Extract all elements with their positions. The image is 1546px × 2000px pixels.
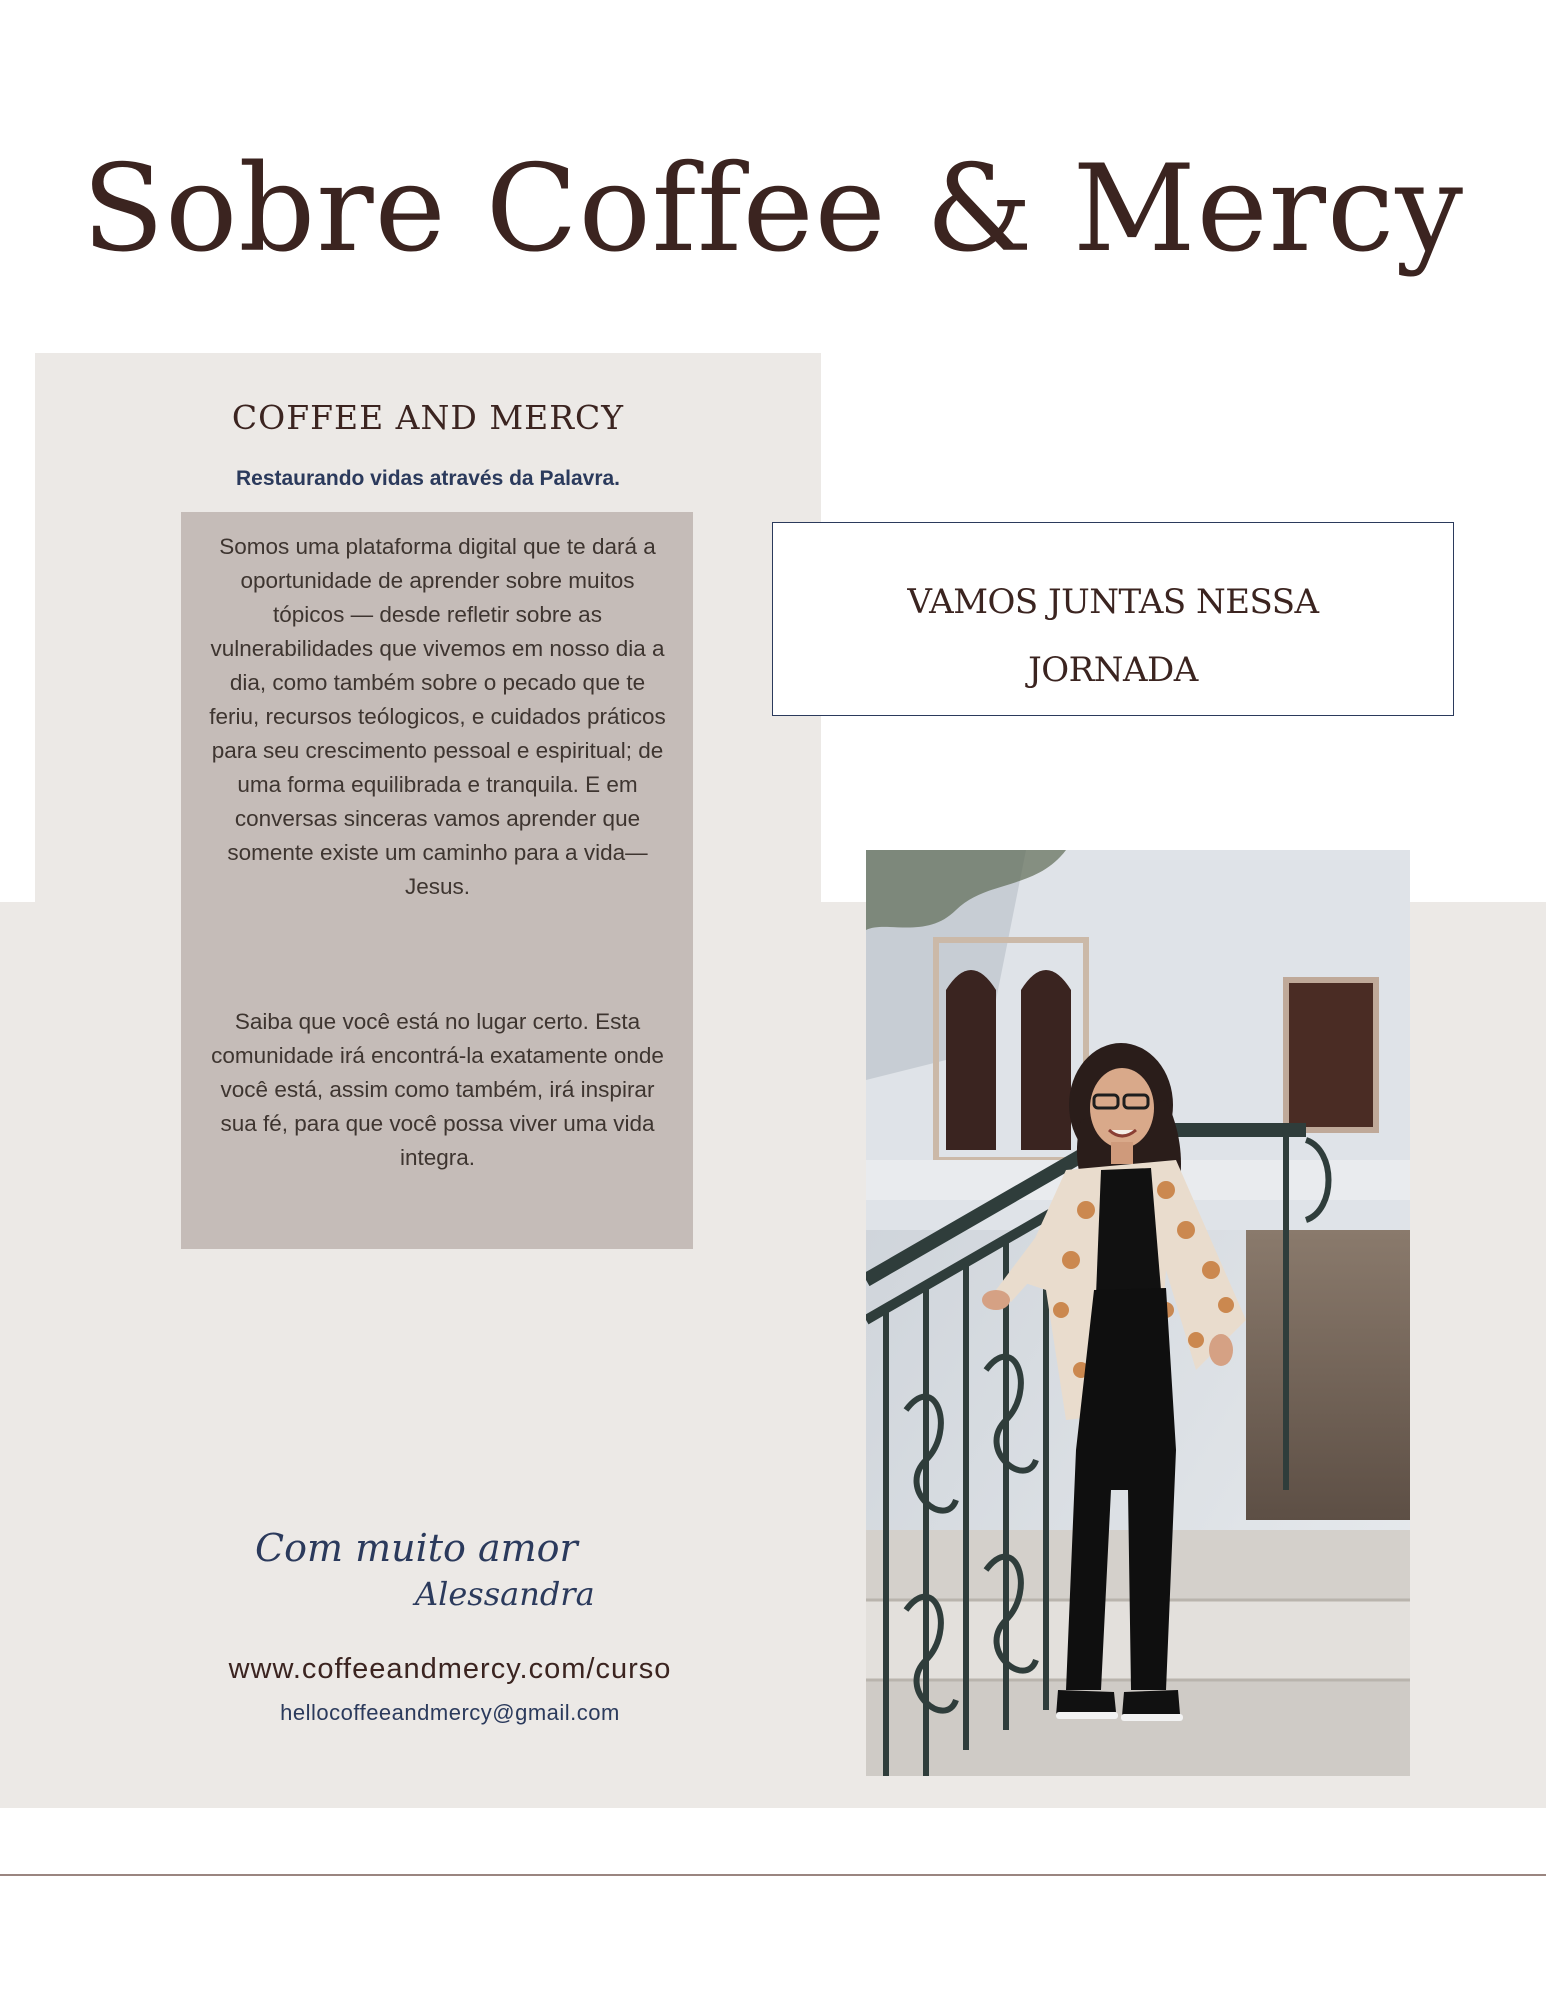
callout-text	[772, 568, 1454, 704]
portrait-illustration	[866, 850, 1410, 1776]
page-title: Sobre Coffee & Mercy	[81, 140, 1465, 279]
brand-heading: COFFEE AND MERCY	[231, 398, 625, 437]
website-link[interactable]: www.coffeeandmercy.com/curso	[228, 1653, 672, 1685]
footer-divider	[0, 1874, 1546, 1876]
portrait-photo	[866, 850, 1410, 1776]
tagline: Restaurando vidas através da Palavra.	[235, 467, 621, 490]
about-paragraph-2: Saiba que você está no lugar certo. Esta comunidade irá encontrá-la exatamente onde você está, assim como também, irá inspirar sua fé, para que você possa viver uma vida integra.	[211, 1009, 664, 1170]
callout-text-inner: VAMOS JUNTAS NESSA JORNADA	[907, 582, 1319, 690]
signature-line-1: Com muito amor	[255, 1526, 578, 1570]
signature-line-2: Alessandra	[415, 1575, 595, 1613]
about-paragraph-1: Somos uma plataforma digital que te dará a oportunidade de aprender sobre muitos tópicos — desde refletir sobre as vulnerabilidades que vivemos em nosso dia a dia, como também sobre o pecado que te feriu, recursos teólogicos, e cuidados práticos para seu crescimento pessoal e espiritual; de uma forma equilibrada e tranquila. E em conversas sinceras vamos aprender que somente existe um caminho para a vida— Jesus.	[209, 534, 666, 899]
email-link[interactable]: hellocoffeeandmercy@gmail.com	[280, 1700, 620, 1725]
